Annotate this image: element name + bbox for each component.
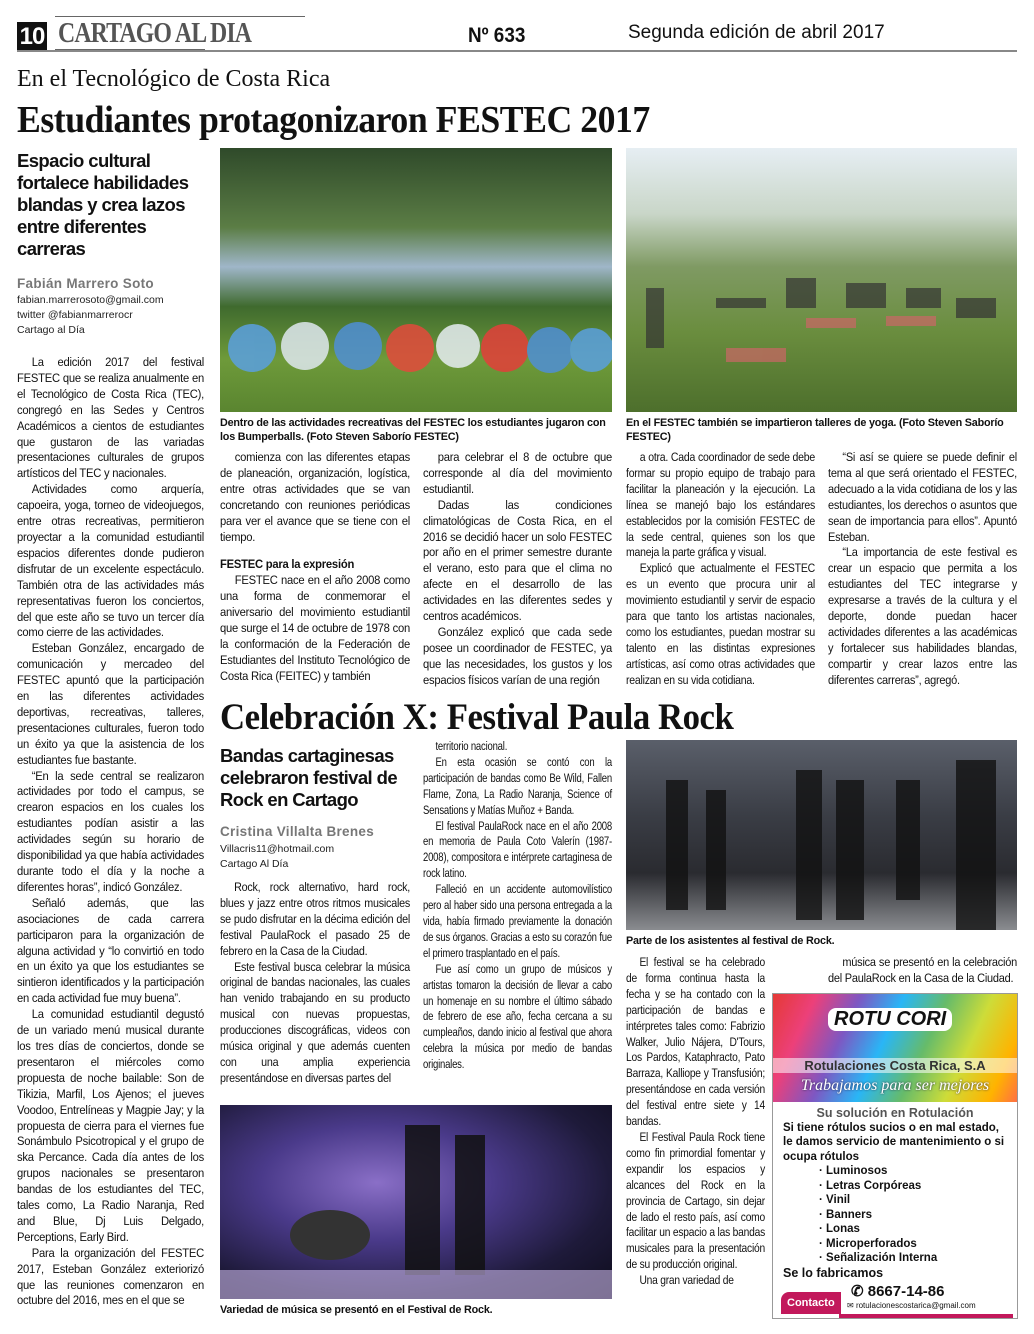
ad-service-item: · Vinil	[819, 1194, 851, 1206]
paragraph: “La importancia de este festival es crear un espacio que permita a los estudiantes del TEC integrarse y expresarse a través de la cultura y el deporte, donde puedan hacer actividades diferentes a las académicas y fortalecer sus habilidades blandas, compartir y crear lazos entre las diferentes carreras”, agregó.	[828, 545, 1017, 687]
article1-column-4	[626, 450, 815, 689]
ad-headline: Su solución en Rotulación	[816, 1106, 974, 1120]
mail-icon: ✉	[847, 1301, 854, 1310]
paragraph: El festival PaulaRock nace en el año 2008 en memoria de Paula Coto Valerín (1987-2008), compositora e intérprete cartaginesa de rock latino.	[423, 818, 612, 881]
paragraph: “En la sede central se realizaron actividades por todo el campus, se crearon espacios en los cuales los estudiantes podían asistir a las actividades según su horario de disponibilidad ya que había actividades durante todo el día y la noche a diferentes horas”, indicó González.	[17, 768, 204, 894]
article-title: Celebración X: Festival Paula Rock	[220, 697, 734, 738]
article-subtitle: Bandas cartaginesas celebraron festival de Rock en Cartago	[220, 745, 398, 810]
page-number: 10	[17, 22, 47, 52]
edition-date: Segunda edición de abril 2017	[628, 22, 885, 43]
ad-slogan: Trabajamos para ser mejores	[800, 1077, 990, 1094]
paragraph: Explicó que actualmente el FESTEC es un evento que procura unir al movimiento estudiantil y servir de espacio para que tanto los artistas nacionales, como los estudiantes, puedan mostrar su talento en las distintas expresiones artísticas, así como otras actividades que realizan en su vida cotidiana.	[626, 561, 815, 687]
ad-banner	[773, 994, 1017, 1102]
paragraph: para celebrar el 8 de octubre que corresponde al día del movimiento estudiantil.	[423, 450, 612, 496]
audience-illustration	[626, 740, 1017, 930]
photo-rock-audience	[626, 740, 1017, 930]
author-outlet: Cartago al Día	[17, 324, 85, 336]
paragraph: Rock, rock alternativo, hard rock, blues y jazz entre otros ritmos musicales se pudo disfrutar en la décima edición del festival PaulaRock el pasado 25 de febrero en la Casa de la Ciudad.	[220, 880, 410, 958]
masthead-logo: CARTAGO AL DIA	[58, 18, 252, 49]
header-rule	[17, 50, 1017, 52]
advertisement-rotucori	[772, 993, 1018, 1319]
ad-email: ✉ rotulacionescostarica@gmail.com	[847, 1301, 976, 1310]
band-illustration	[220, 1105, 612, 1299]
phone-icon: ✆	[851, 1283, 864, 1300]
ad-contact-bar	[773, 1283, 1017, 1318]
ad-contact-label: Contacto	[781, 1292, 841, 1314]
paragraph: González explicó que cada sede posee un coordinador de FESTEC, ya que las necesidades, los gustos y los espacios físicos varían de una región	[423, 624, 612, 687]
article2-column-3	[626, 955, 765, 1289]
paragraph: La comunidad estudiantil degustó de un variado menú musical durante los tres días de conciertos, donde se presentaron el miércoles como propuesta de noche bailable: Son de Tikizia, Marfil, Los Ajenos; el jueves Voodoo, Entrelíneas y Magpie Jay; y la propuesta de cierra para el viernes fue Sonámbulo Psicotropical y el grupo de ska Percance. Cada día antes de los grupos nacionales se presentaron bandas de los estudiantes del TEC, tales como, La Radio Naranja, Red and Blue, Dj Luis Delgado, Perceptions, Early Bird.	[17, 1007, 204, 1244]
ad-body	[773, 1102, 1017, 1284]
ad-service-item: · Luminosos	[819, 1165, 888, 1177]
paragraph: territorio nacional.	[435, 739, 508, 753]
article1-column-2	[220, 450, 410, 685]
article1-column-3	[423, 450, 612, 689]
paragraph: Este festival busca celebrar la música original de bandas nacionales, las cuales han venido trabajando en su producto musical con nuevas propuestas, producciones discográficas, videos con música original y que además cuenten con una amplia experiencia presentándose en diversas partes del	[220, 959, 410, 1085]
photo-yoga	[626, 148, 1017, 412]
ad-service-item: · Banners	[819, 1208, 873, 1221]
article-title: Estudiantes protagonizaron FESTEC 2017	[17, 99, 650, 141]
paragraph: comienza con las diferentes etapas de planeación, organización, logística, entre otras actividades que se van concretando con reuniones periódicas para ver el avance que se tiene con el tiempo.	[220, 450, 410, 544]
author-email: Villacris11@hotmail.com	[220, 843, 335, 855]
bumperballs-illustration	[220, 148, 612, 412]
ad-phone: ✆ 8667-14-86	[851, 1283, 945, 1300]
article-kicker: En el Tecnológico de Costa Rica	[17, 66, 331, 92]
photo-caption: Parte de los asistentes al festival de Rock.	[626, 935, 835, 947]
author-twitter: twitter @fabianmarrerocr	[17, 309, 133, 321]
photo-caption: Variedad de música se presentó en el Festival de Rock.	[220, 1304, 493, 1316]
paragraph: Para la organización del FESTEC 2017, Esteban González exteriorizó que las reuniones comenzaron en octubre del 2016, mes en el que se	[17, 1245, 204, 1308]
photo-bumperballs	[220, 148, 612, 412]
article2-column-1	[220, 880, 410, 1087]
column-text	[220, 450, 410, 545]
issue-number: Nº 633	[468, 24, 526, 47]
paragraph: música se presentó en la celebración del PaulaRock en la Casa de la Ciudad.	[828, 955, 1017, 985]
paragraph: En esta ocasión se contó con la participación de bandas como Be Wild, Fallen Flame, Zona, La Radio Naranja, Science of Sensations y Matías Muñoz + Banda.	[423, 754, 612, 817]
article1-column-1	[17, 355, 204, 1309]
author-contact	[220, 842, 334, 872]
paragraph: Señaló además, que las asociaciones de cada carrera participaron para la organización de alguna actividad y “lo convirtió en todo en un éxito ya que los estudiantes se sintieron identificados y la participación en cada actividad fue muy buena”.	[17, 895, 204, 1006]
ad-contact-stripe	[839, 1314, 1013, 1318]
paragraph: La edición 2017 del festival FESTEC que se realiza anualmente en el Tecnológico de Costa Rica (TEC), congregó en las Sedes y Centros Académicos a cientos de estudiantes que gustaron de las variadas presentaciones culturales de grupos artísticos del TEC y nacionales.	[17, 355, 204, 481]
author-name: Fabián Marrero Soto	[17, 276, 154, 291]
section-heading: FESTEC para la expresión	[220, 557, 355, 572]
photo-rock-band	[220, 1105, 612, 1299]
article-subtitle: Espacio cultural fortalece habilidades blandas y crea lazos entre diferentes carreras	[17, 150, 189, 259]
author-email: fabian.marrerosoto@gmail.com	[17, 294, 164, 306]
paragraph: El festival se ha celebrado de forma continua hasta la fecha y se ha contado con la participación de bandas e intérpretes tales como: Fabrizio Walker, Julio Nájera, D'Tours, Los Pardos, Kataphracto, Pato Barraza, Kalliope y Transfusión; presentándose en cada versión del festival entre siete y 14 bandas.	[626, 955, 765, 1129]
ad-service-item: · Microperforados	[819, 1237, 917, 1250]
ad-logo: ROTU CORI	[828, 1008, 952, 1031]
photo-caption: En el FESTEC también se impartieron talleres de yoga. (Foto Steven Saborío FESTEC)	[626, 417, 1004, 443]
author-name: Cristina Villalta Brenes	[220, 824, 375, 839]
ad-service-item: · Letras Corpóreas	[819, 1179, 922, 1192]
paragraph: Esteban González, encargado de comunicación y mercadeo del FESTEC apuntó que la participación en las diferentes actividades deportivas, recreativas, talleres, presentaciones culturales, fueron todo un éxito ya que la asistencia de los estudiantes fue bastante.	[17, 641, 204, 767]
author-contact	[17, 293, 164, 338]
paragraph: FESTEC nace en el año 2008 como una forma de conmemorar el aniversario del movimiento estudiantil que surge el 14 de octubre de 1978 con la conformación de la Federación de Estudiantes del Instituto Tecnológico de Costa Rica (FEITEC) y también	[220, 573, 410, 683]
article2-column-2	[423, 739, 612, 1073]
paragraph: Falleció en un accidente automovilístico pero al haber sido una persona entregada a la vida, había firmado previamente la donación de sus órganos. Gracias a esto su corazón fue el primero trasplantado en el país.	[423, 882, 612, 960]
paragraph: Fue así como un grupo de músicos y artistas tomaron la decisión de llevar a cabo un homenaje en su nombre el último sábado de febrero de ese año, fecha cercana a su cumpleaños, dando inicio al festival que ahora celebra la música por medio de bandas originales.	[423, 961, 612, 1072]
article1-column-5	[828, 450, 1017, 689]
paragraph: “Si así se quiere se puede definir el tema al que será orientado el FESTEC, adecuado a la vida cotidiana de los y las estudiantes, los derechos o asuntos que sean de importancia para ellos”. Apuntó Esteban.	[828, 450, 1017, 544]
ad-company: Rotulaciones Costa Rica, S.A	[773, 1058, 1017, 1073]
yoga-illustration	[626, 148, 1017, 412]
article2-column-4	[828, 955, 1017, 987]
header-top-rule	[55, 16, 305, 17]
photo-caption: Dentro de las actividades recreativas del FESTEC los estudiantes jugaron con los Bumperballs. (Foto Steven Saborío FESTEC)	[220, 417, 606, 443]
author-outlet: Cartago Al Día	[220, 858, 289, 870]
ad-intro: Si tiene rótulos sucios o en mal estado, le damos servicio de mantenimiento o si ocupa rótulos	[783, 1121, 1005, 1163]
ad-services-list	[783, 1164, 1007, 1266]
paragraph: Actividades como arquería, capoeira, yoga, torneo de videojuegos, entre otras recreativas, permitieron proyectar a la comunidad estudiantil espacios diferentes donde pudieron disfrutar de un excelente espectáculo. También otra de las actividades más representativas fueron los conciertos, del que este año se tuvo un tercer día como cierre de las actividades.	[17, 482, 204, 640]
ad-closing: Se lo fabricamos	[783, 1265, 884, 1280]
ad-service-item: · Lonas	[819, 1223, 860, 1235]
paragraph: El Festival Paula Rock tiene como fin primordial fomentar y expandir los espacios y alcances del Rock en la provincia de Cartago, sin dejar de lado el resto país, así como facilitar un espacio a las bandas musicales para la presentación de su producción original.	[626, 1129, 765, 1272]
ad-service-item: · Señalización Interna	[819, 1252, 938, 1264]
paragraph: a otra. Cada coordinador de sede debe formar su propio equipo de trabajo para facilitar la planeación y la ejecución. La línea se manejó bajo los estándares establecidos por la comisión FESTEC de la sede central, quienes son los que maneja la parte gráfica y visual.	[626, 450, 815, 560]
paragraph: Dadas las condiciones climatológicas de Costa Rica, en el 2016 se decidió hacer un solo FESTEC por año en el primer semestre durante el verano, esto para que el clima no afecte en el desarrollo de las actividades en las diferentes sedes y centros académicos.	[423, 497, 612, 624]
column-text	[220, 573, 410, 684]
paragraph: Una gran variedad de	[639, 1273, 734, 1288]
